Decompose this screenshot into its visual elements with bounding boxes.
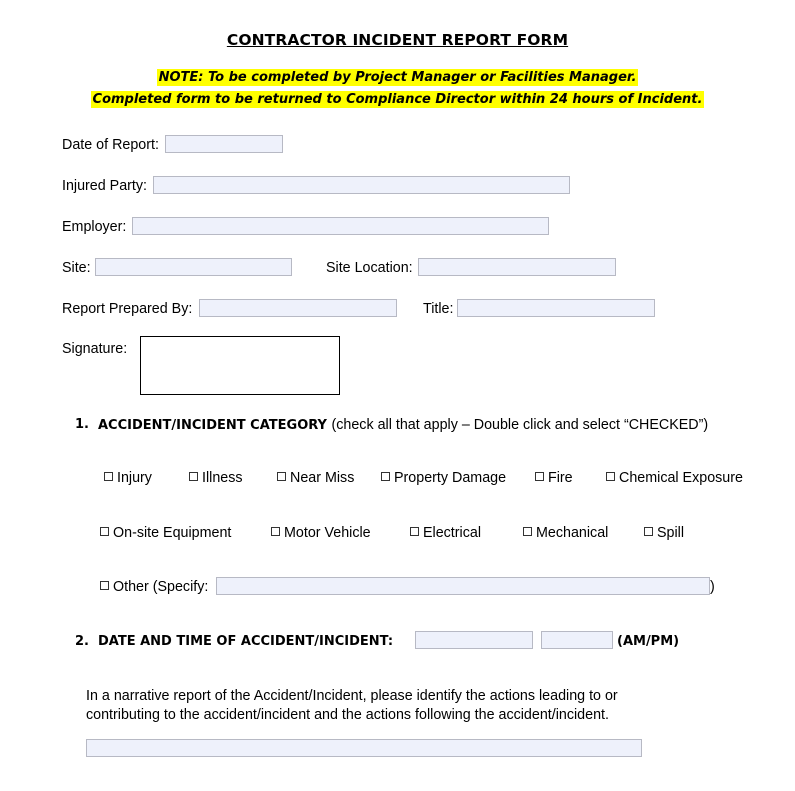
section-1-instruction: (check all that apply – Double click and select “CHECKED”) — [331, 417, 709, 433]
other-specify-field[interactable] — [216, 577, 710, 595]
injured-party-label: Injured Party: — [62, 178, 148, 194]
checkbox-motor-vehicle[interactable] — [271, 527, 280, 536]
checkbox-electrical[interactable] — [410, 527, 419, 536]
other-close-paren: ) — [710, 579, 715, 595]
report-prepared-by-field[interactable] — [199, 299, 397, 317]
report-prepared-by-label: Report Prepared By: — [62, 301, 193, 317]
section-1-title: ACCIDENT/INCIDENT CATEGORY — [98, 418, 327, 433]
option-motor-vehicle-label: Motor Vehicle — [284, 525, 371, 541]
option-injury[interactable] — [104, 469, 152, 487]
site-location-label: Site Location: — [326, 260, 413, 276]
option-near-miss-label: Near Miss — [290, 470, 355, 486]
option-electrical-label: Electrical — [423, 525, 481, 541]
checkbox-other[interactable] — [100, 581, 109, 590]
option-chemical-exposure[interactable] — [606, 469, 743, 487]
section-1-heading — [98, 416, 708, 435]
date-of-report-label: Date of Report: — [62, 137, 159, 153]
option-other-label: Other (Specify: — [113, 579, 209, 595]
checkbox-injury[interactable] — [104, 472, 113, 481]
employer-field[interactable] — [132, 217, 549, 235]
checkbox-property-damage[interactable] — [381, 472, 390, 481]
option-spill[interactable] — [644, 524, 684, 542]
employer-label: Employer: — [62, 219, 127, 235]
checkbox-near-miss[interactable] — [277, 472, 286, 481]
narrative-line-2: contributing to the accident/incident and the actions following the accident/incident. — [86, 707, 609, 723]
date-of-report-field[interactable] — [165, 135, 283, 153]
signature-label: Signature: — [62, 341, 128, 357]
section-2-number: 2. — [75, 634, 89, 649]
note-line-1-text: NOTE: To be completed by Project Manager or Facilities Manager. — [158, 70, 637, 85]
note-line-1 — [0, 70, 795, 85]
narrative-field[interactable] — [86, 739, 642, 757]
option-motor-vehicle[interactable] — [271, 524, 371, 542]
title-label: Title: — [423, 301, 454, 317]
checkbox-fire[interactable] — [535, 472, 544, 481]
option-mechanical[interactable] — [523, 524, 608, 542]
option-spill-label: Spill — [657, 525, 685, 541]
checkbox-illness[interactable] — [189, 472, 198, 481]
form-title: CONTRACTOR INCIDENT REPORT FORM — [226, 31, 569, 49]
checkbox-on-site-equipment[interactable] — [100, 527, 109, 536]
option-other[interactable] — [100, 578, 208, 596]
site-field[interactable] — [95, 258, 292, 276]
option-fire-label: Fire — [548, 470, 573, 486]
am-pm-label: (AM/PM) — [617, 634, 680, 649]
site-label: Site: — [62, 260, 91, 276]
checkbox-mechanical[interactable] — [523, 527, 532, 536]
option-near-miss[interactable] — [277, 469, 354, 487]
checkbox-chemical-exposure[interactable] — [606, 472, 615, 481]
note-line-2-text: Completed form to be returned to Compliance Director within 24 hours of Incident. — [92, 92, 703, 107]
injured-party-field[interactable] — [153, 176, 570, 194]
option-illness[interactable] — [189, 469, 243, 487]
option-on-site-equipment-label: On-site Equipment — [113, 525, 232, 541]
option-property-damage-label: Property Damage — [394, 470, 507, 486]
site-location-field[interactable] — [418, 258, 616, 276]
option-fire[interactable] — [535, 469, 573, 487]
option-mechanical-label: Mechanical — [536, 525, 609, 541]
incident-time-field[interactable] — [541, 631, 613, 649]
section-1-number: 1. — [75, 417, 89, 432]
incident-date-field[interactable] — [415, 631, 533, 649]
signature-box[interactable] — [140, 336, 340, 395]
option-injury-label: Injury — [117, 470, 152, 486]
section-2-heading: DATE AND TIME OF ACCIDENT/INCIDENT: — [98, 634, 394, 649]
note-line-2 — [0, 92, 795, 107]
narrative-line-1: In a narrative report of the Accident/Incident, please identify the actions leading to or — [86, 688, 618, 704]
option-electrical[interactable] — [410, 524, 481, 542]
option-illness-label: Illness — [202, 470, 243, 486]
checkbox-spill[interactable] — [644, 527, 653, 536]
option-property-damage[interactable] — [381, 469, 506, 487]
option-chemical-exposure-label: Chemical Exposure — [619, 470, 743, 486]
option-on-site-equipment[interactable] — [100, 524, 231, 542]
title-field[interactable] — [457, 299, 655, 317]
